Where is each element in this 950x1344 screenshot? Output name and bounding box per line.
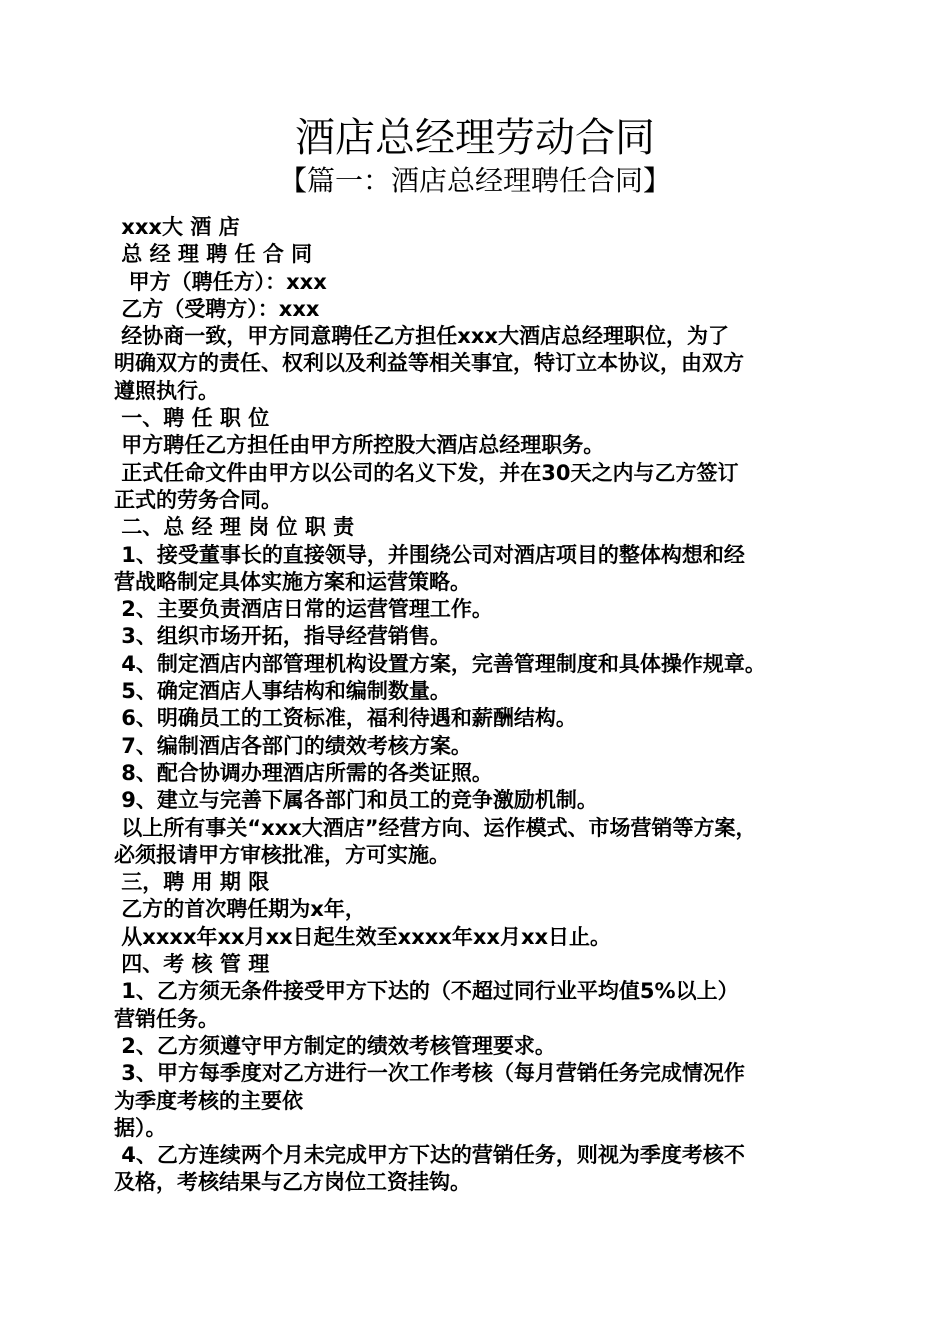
document-line: 9、建立与完善下属各部门和员工的竞争激励机制。 [114, 788, 598, 813]
document-line: 二、总 经 理 岗 位 职 责 [114, 515, 355, 540]
document-line: 甲方聘任乙方担任由甲方所控股大酒店总经理职务。 [114, 433, 605, 458]
document-line: 4、乙方连续两个月未完成甲方下达的营销任务，则视为季度考核不 [114, 1143, 745, 1168]
document-line: 乙方的首次聘任期为x年， [114, 897, 366, 922]
document-line: 3、组织市场开拓，指导经营销售。 [114, 624, 451, 649]
document-line: 正式的劳务合同。 [114, 487, 282, 512]
document-line: 以上所有事关“xxx大酒店”经营方向、运作模式、市场营销等方案， [114, 815, 757, 840]
document-line: 营销任务。 [114, 1006, 219, 1031]
document-line: 经协商一致，甲方同意聘任乙方担任xxx大酒店总经理职位，为了 [114, 324, 729, 349]
document-line: xxx大 酒 店 [114, 215, 240, 239]
document-line: 8、配合协调办理酒店所需的各类证照。 [114, 760, 493, 785]
document-line: 乙方（受聘方）：xxx [114, 296, 320, 321]
document-line: 正式任命文件由甲方以公司的名义下发，并在30天之内与乙方签订 [114, 460, 739, 485]
document-line: 明确双方的责任、权利以及利益等相关事宜，特订立本协议，由双方 [114, 351, 744, 376]
document-line: 4、制定酒店内部管理机构设置方案，完善管理制度和具体操作规章。 [114, 651, 766, 676]
document-line: 三，聘 用 期 限 [114, 870, 270, 895]
document-line: 遵照执行。 [114, 378, 219, 403]
document-line: 从xxxx年xx月xx日起生效至xxxx年xx月xx日止。 [114, 924, 612, 949]
document-line: 3、甲方每季度对乙方进行一次工作考核（每月营销任务完成情况作 [114, 1061, 745, 1086]
document-line: 1、乙方须无条件接受甲方下达的（不超过同行业平均值5%以上） [114, 979, 739, 1004]
document-line: 6、明确员工的工资标准，福利待遇和薪酬结构。 [114, 706, 577, 731]
document-line: 四、考 核 管 理 [114, 952, 270, 977]
document-line: 据）。 [114, 1115, 167, 1140]
document-line: 甲方（聘任方）：xxx [114, 269, 327, 294]
document-subtitle: 【篇一：酒店总经理聘任合同】 [278, 164, 671, 197]
document-line: 1、接受董事长的直接领导，并围绕公司对酒店项目的整体构想和经 [114, 542, 745, 567]
document-line: 2、乙方须遵守甲方制定的绩效考核管理要求。 [114, 1033, 556, 1058]
document-line: 7、编制酒店各部门的绩效考核方案。 [114, 733, 472, 758]
document-line: 为季度考核的主要依 [114, 1088, 303, 1113]
document-line: 及格，考核结果与乙方岗位工资挂钩。 [114, 1170, 471, 1195]
document-body [114, 214, 842, 1197]
document-line: 2、主要负责酒店日常的运营管理工作。 [114, 597, 493, 622]
document-title: 酒店总经理劳动合同 [295, 115, 655, 161]
document-line: 营战略制定具体实施方案和运营策略。 [114, 569, 471, 594]
document-line: 总 经 理 聘 任 合 同 [114, 242, 313, 267]
document-line: 5、确定酒店人事结构和编制数量。 [114, 679, 451, 704]
document-line: 一、聘 任 职 位 [114, 406, 270, 431]
document-line: 必须报请甲方审核批准，方可实施。 [114, 842, 450, 867]
